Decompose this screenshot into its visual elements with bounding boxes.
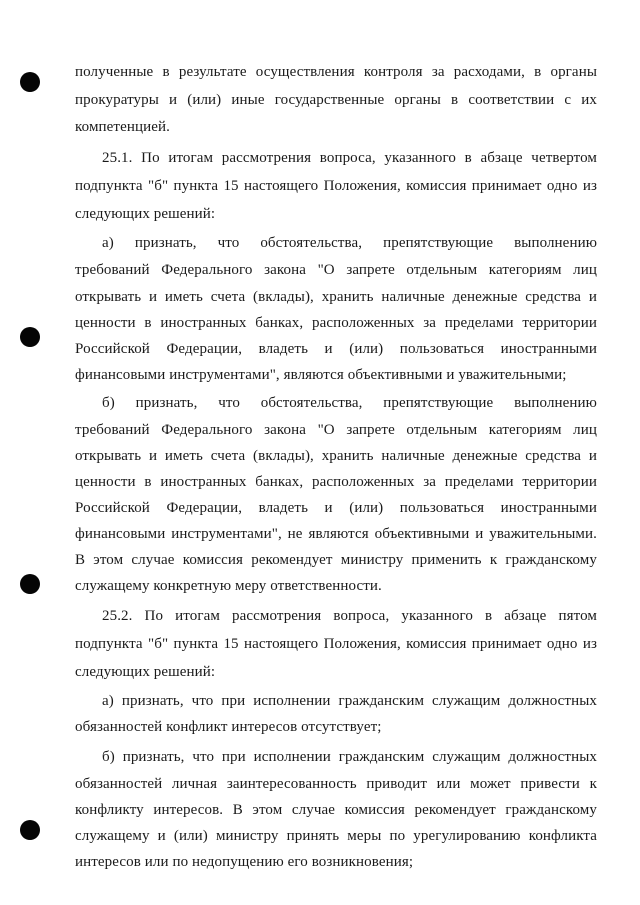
punch-hole xyxy=(20,72,40,92)
text-line: открывать и иметь счета (вклады), хранить наличные денежные средства и xyxy=(75,289,597,305)
text-line: полученные в результате осуществления контроля за расходами, в органы xyxy=(75,64,597,80)
text-line: б) признать, что обстоятельства, препятствующие выполнению xyxy=(102,395,597,411)
text-line: служащему и (или) министру принять меры по урегулированию конфликта xyxy=(75,828,597,844)
punch-hole xyxy=(20,820,40,840)
text-line: б) признать, что при исполнении гражданским служащим должностных xyxy=(102,749,597,765)
text-line: интересов или по недопущению его возникновения; xyxy=(75,854,414,870)
text-line: обязанностей конфликт интересов отсутствует; xyxy=(75,719,382,735)
text-line: а) признать, что обстоятельства, препятствующие выполнению xyxy=(102,235,597,251)
text-line: Российской Федерации, владеть и (или) пользоваться иностранными xyxy=(75,341,597,357)
text-line: 25.1. По итогам рассмотрения вопроса, указанного в абзаце четвертом xyxy=(102,150,597,166)
text-line: Российской Федерации, владеть и (или) пользоваться иностранными xyxy=(75,500,597,516)
text-line: В этом случае комиссия рекомендует министру применить к гражданскому xyxy=(75,552,597,568)
text-line: ценности в иностранных банках, расположенных за пределами территории xyxy=(75,315,597,331)
text-line: конфликту интересов. В этом случае комиссия рекомендует гражданскому xyxy=(75,802,597,818)
text-line: служащему конкретную меру ответственности. xyxy=(75,578,382,594)
text-line: компетенцией. xyxy=(75,119,170,135)
text-line: подпункта "б" пункта 15 настоящего Положения, комиссия принимает одно из xyxy=(75,178,597,194)
text-line: следующих решений: xyxy=(75,206,216,222)
text-line: обязанностей личная заинтересованность приводит или может привести к xyxy=(75,776,597,792)
text-line: требований Федерального закона "О запрете отдельным категориям лиц xyxy=(75,422,597,438)
text-line: а) признать, что при исполнении гражданским служащим должностных xyxy=(102,693,597,709)
text-line: финансовыми инструментами", являются объективными и уважительными; xyxy=(75,367,567,383)
punch-hole xyxy=(20,574,40,594)
text-line: ценности в иностранных банках, расположенных за пределами территории xyxy=(75,474,597,490)
text-line: подпункта "б" пункта 15 настоящего Положения, комиссия принимает одно из xyxy=(75,636,597,652)
text-line: 25.2. По итогам рассмотрения вопроса, указанного в абзаце пятом xyxy=(102,608,597,624)
text-line: открывать и иметь счета (вклады), хранить наличные денежные средства и xyxy=(75,448,597,464)
text-line: требований Федерального закона "О запрете отдельным категориям лиц xyxy=(75,262,597,278)
text-line: прокуратуры и (или) иные государственные органы в соответствии с их xyxy=(75,92,597,108)
punch-hole xyxy=(20,327,40,347)
text-line: следующих решений: xyxy=(75,664,216,680)
text-line: финансовыми инструментами", не являются объективными и уважительными. xyxy=(75,526,597,542)
